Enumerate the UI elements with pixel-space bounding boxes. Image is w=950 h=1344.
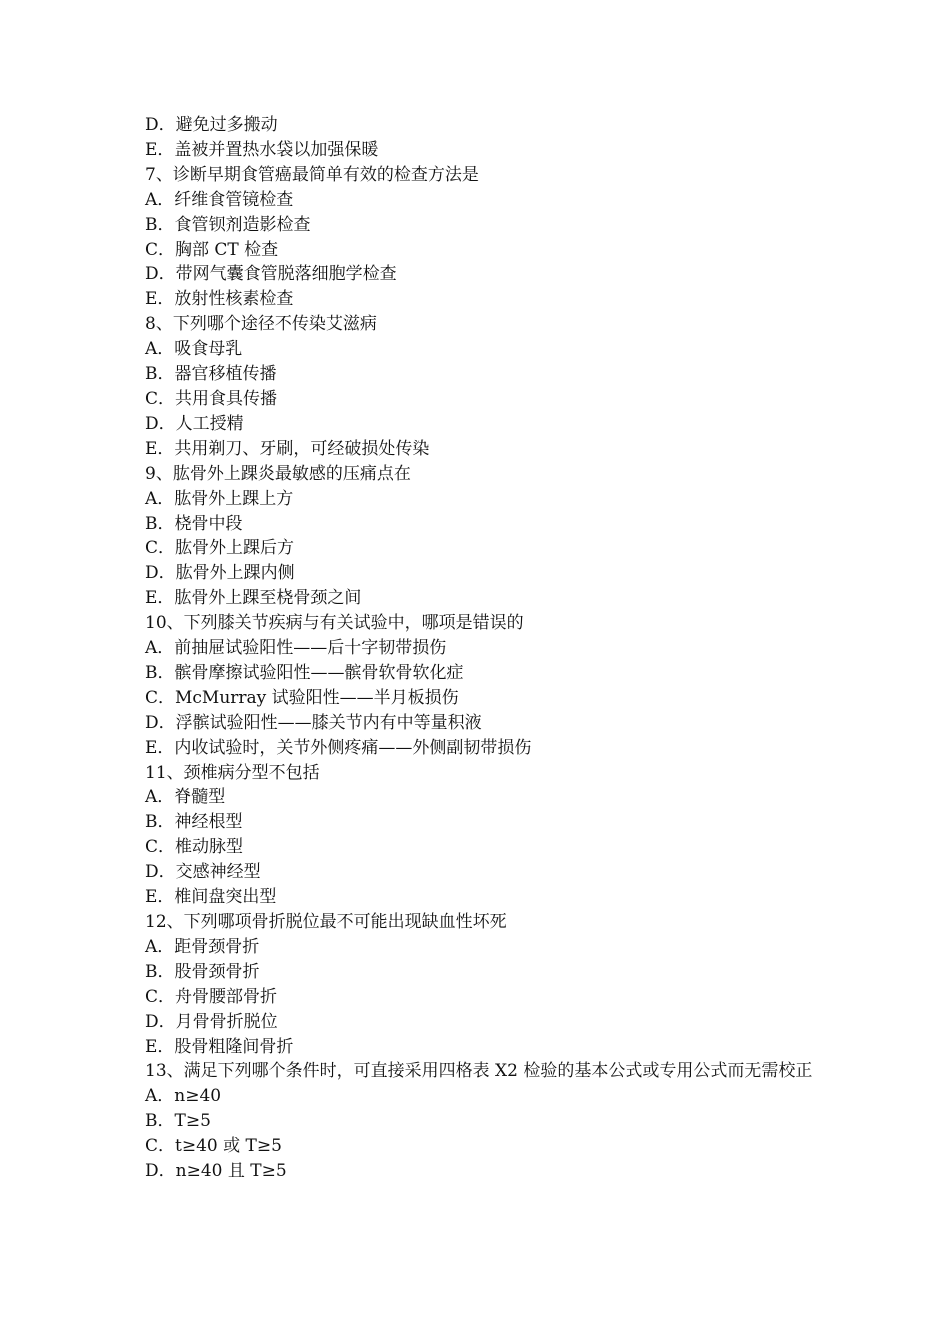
option-line: A．距骨颈骨折 <box>145 936 260 957</box>
option-line: D．人工授精 <box>145 413 244 434</box>
question-line: 9、肱骨外上踝炎最敏感的压痛点在 <box>145 463 411 484</box>
option-line: C．舟骨腰部骨折 <box>145 986 278 1007</box>
option-line: E．盖被并置热水袋以加强保暖 <box>145 139 379 160</box>
option-line: A．脊髓型 <box>145 787 226 808</box>
option-line: E．内收试验时，关节外侧疼痛——外侧副韧带损伤 <box>145 737 532 758</box>
option-line: E．肱骨外上踝至桡骨颈之间 <box>145 588 362 609</box>
question-line: 11、颈椎病分型不包括 <box>145 762 320 783</box>
option-line: C．肱骨外上踝后方 <box>145 538 295 559</box>
option-line: E．共用剃刀、牙刷，可经破损处传染 <box>145 438 430 459</box>
question-line: 12、下列哪项骨折脱位最不可能出现缺血性坏死 <box>145 912 507 932</box>
option-line: B．桡骨中段 <box>145 513 243 534</box>
option-line: C．共用食具传播 <box>145 388 278 409</box>
option-line: C．胸部 CT 检查 <box>145 239 279 260</box>
question-line: 8、下列哪个途径不传染艾滋病 <box>145 314 377 335</box>
question-line: 7、诊断早期食管癌最简单有效的检查方法是 <box>145 164 479 185</box>
option-line: D．带网气囊食管脱落细胞学检查 <box>145 264 397 285</box>
option-line: C．t≥40 或 T≥5 <box>145 1136 282 1157</box>
option-line: E．股骨粗隆间骨折 <box>145 1036 294 1057</box>
option-line: B．股骨颈骨折 <box>145 961 260 982</box>
option-line: A．肱骨外上踝上方 <box>145 488 294 509</box>
option-line: B．髌骨摩擦试验阳性——髌骨软骨软化症 <box>145 662 464 683</box>
option-line: A．吸食母乳 <box>145 339 243 360</box>
option-line: C．McMurray 试验阳性——半月板损伤 <box>145 687 459 708</box>
option-line: D．n≥40 且 T≥5 <box>145 1161 287 1182</box>
option-line: D．浮髌试验阳性——膝关节内有中等量积液 <box>145 712 482 733</box>
option-line: D．月骨骨折脱位 <box>145 1011 278 1032</box>
option-line: E．放射性核素检查 <box>145 289 294 310</box>
question-line: 10、下列膝关节疾病与有关试验中，哪项是错误的 <box>145 613 524 634</box>
option-line: A．n≥40 <box>145 1086 222 1107</box>
option-line: B．T≥5 <box>145 1111 211 1132</box>
option-line: C．椎动脉型 <box>145 837 244 858</box>
option-line: E．椎间盘突出型 <box>145 887 277 908</box>
option-line: D．肱骨外上踝内侧 <box>145 563 295 584</box>
question-line: 13、满足下列哪个条件时，可直接采用四格表 X2 检验的基本公式或专用公式而无需校正 <box>145 1061 813 1082</box>
option-line: B．神经根型 <box>145 812 243 833</box>
document-body <box>145 113 825 1184</box>
option-line: D．避免过多搬动 <box>145 115 278 135</box>
option-line: A．前抽屉试验阳性——后十字韧带损伤 <box>145 638 447 659</box>
option-line: A．纤维食管镜检查 <box>145 189 294 210</box>
option-line: B．器官移植传播 <box>145 364 277 385</box>
option-line: D．交感神经型 <box>145 862 261 883</box>
option-line: B．食管钡剂造影检查 <box>145 214 311 235</box>
